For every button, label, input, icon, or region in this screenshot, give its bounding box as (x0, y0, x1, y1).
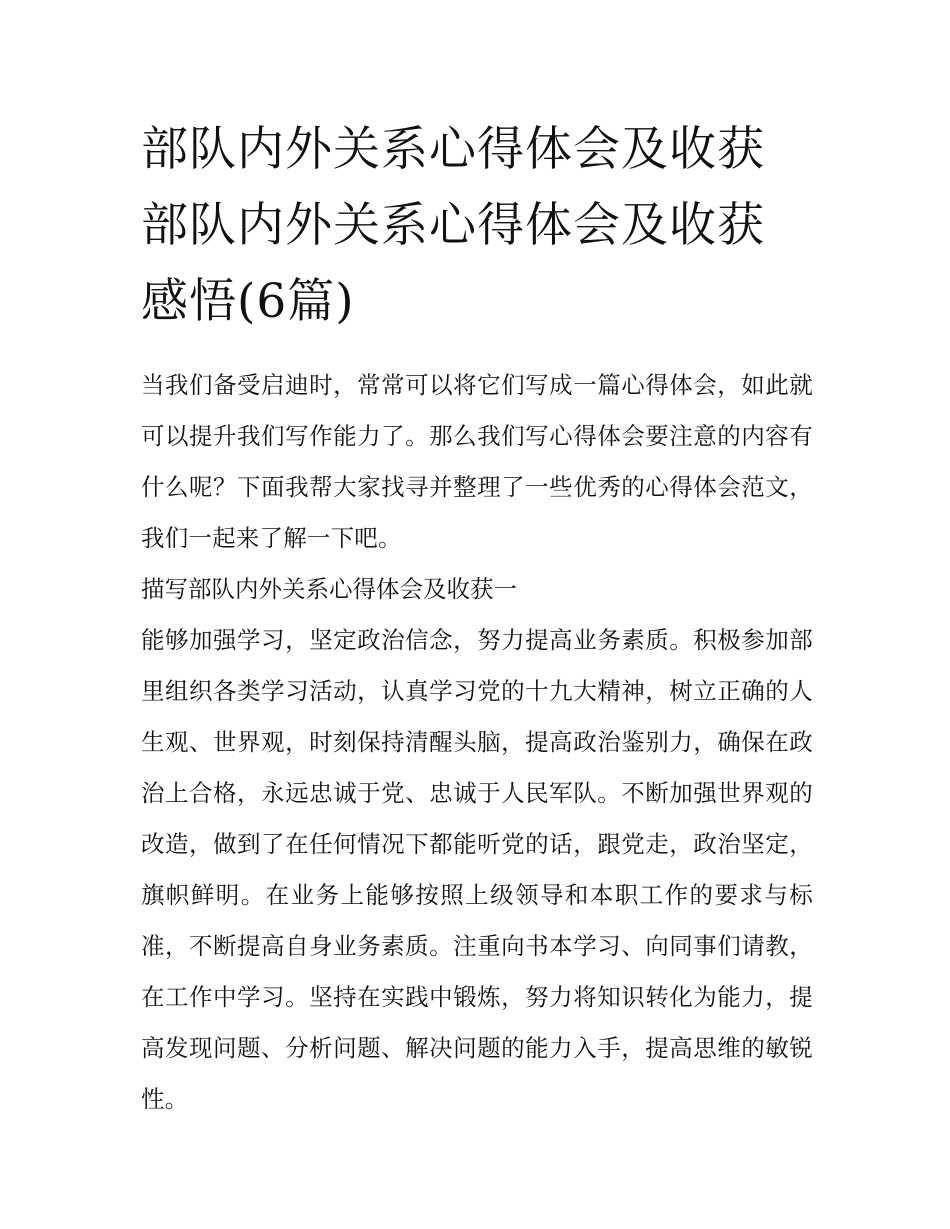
title-line-3: 感悟(6篇) (141, 274, 355, 329)
title-line-1: 部队内外关系心得体会及收获 (141, 122, 765, 177)
section-heading: 描写部队内外关系心得体会及收获一 (141, 575, 517, 603)
section-body-paragraph: 能够加强学习，坚定政治信念，努力提高业务素质。积极参加部里组织各类学习活动，认真学习党的十九大精神，树立正确的人生观、世界观，时刻保持清醒头脑，提高政治鉴别力，确保在政治上合格，永远忠诚于党、忠诚于人民军队。不断加强世界观的改造，做到了在任何情况下都能听党的话，跟党走，政治坚定，旗帜鲜明。在业务上能够按照上级领导和本职工作的要求与标准，不断提高自身业务素质。注重向书本学习、向同事们请教，在工作中学习。坚持在实践中锻炼，努力将知识转化为能力，提高发现问题、分析问题、解决问题的能力入手，提高思维的敏锐性。 (141, 626, 813, 1113)
title-line-2: 部队内外关系心得体会及收获 (141, 198, 765, 253)
document-title (141, 112, 813, 340)
intro-paragraph: 当我们备受启迪时，常常可以将它们写成一篇心得体会，如此就可以提升我们写作能力了。那么我们写心得体会要注意的内容有什么呢？下面我帮大家找寻并整理了一些优秀的心得体会范文，我们一起来了解一下吧。 (141, 371, 813, 552)
document-page (141, 112, 813, 1125)
